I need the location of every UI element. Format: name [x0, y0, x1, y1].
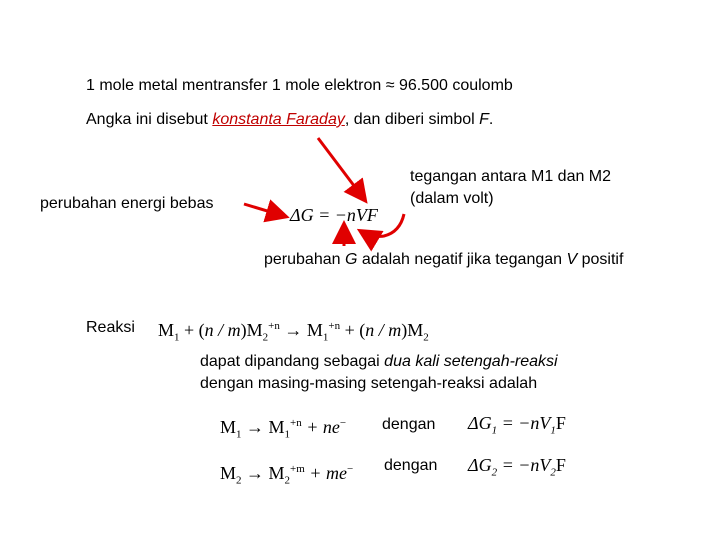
label-voltage-unit: (dalam volt) — [410, 190, 494, 207]
label-free-energy: perubahan energi bebas — [40, 195, 214, 212]
reaction-equation: $M_1 + (n / m)M_2^{+n} \to M_1^{+n} + (n / m)M_2$ — [158, 320, 429, 344]
line2-pre: Angka ini disebut — [86, 111, 213, 128]
statement-text: 1 mole metal mentransfer 1 mole elektron — [86, 77, 382, 94]
delta-g1: $\Delta G_1 = -nV_1F$ — [468, 413, 566, 437]
line2-post: . — [488, 111, 494, 128]
eq-f: F — [366, 205, 378, 225]
desc-em: dua kali setengah-reaksi — [384, 353, 558, 370]
arrow-voltage-curve — [362, 214, 404, 237]
note-g: G — [344, 251, 358, 268]
symbol-f: F — [479, 111, 489, 128]
half-reaction-1: $M_1 \to M_1^{+n} + ne^-$ — [220, 417, 347, 441]
note-mid: adalah negatif jika tegangan — [357, 251, 567, 268]
desc-line-2: dengan masing-masing setengah-reaksi adalah — [200, 375, 538, 392]
label-voltage: tegangan antara M1 dan M2 — [410, 168, 612, 185]
delta-g2: $\Delta G_2 = -nV_2F$ — [468, 455, 566, 479]
note-v: V — [566, 251, 578, 268]
eq-v: V — [355, 205, 367, 225]
approx-symbol: ≈ — [385, 77, 395, 94]
desc-pre: dapat dipandang sebagai — [200, 353, 385, 370]
eq-lhs: ΔG = −n — [290, 205, 356, 225]
note-post: positif — [577, 251, 624, 268]
dengan-1: dengan — [382, 416, 436, 433]
faraday-highlight: konstanta Faraday — [212, 111, 345, 128]
note-pre: perubahan — [264, 251, 345, 268]
arrow-faraday — [318, 138, 364, 199]
half-reaction-2: $M_2 \to M_2^{+m} + me^-$ — [220, 463, 354, 487]
dengan-2: dengan — [384, 457, 438, 474]
arrow-free-energy — [244, 204, 284, 216]
reaksi-label: Reaksi — [86, 319, 135, 336]
statement-value: 96.500 coulomb — [398, 77, 513, 94]
line2-mid: , dan diberi simbol — [344, 111, 480, 128]
